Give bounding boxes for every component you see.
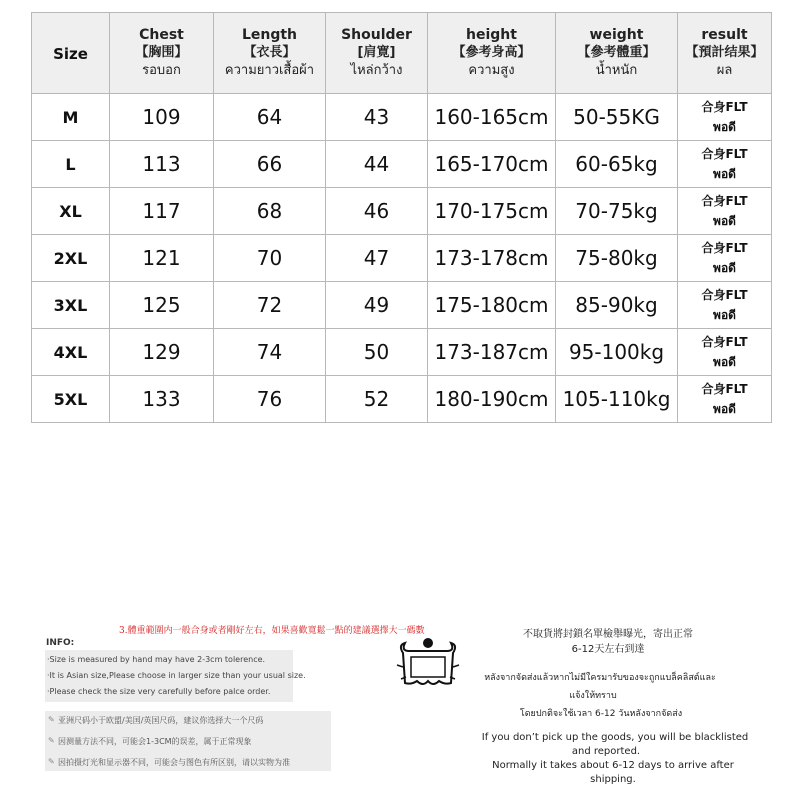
cell-chest: 121 xyxy=(110,235,214,282)
bullet-icon: ✎ xyxy=(48,736,55,745)
result-fit: 合身FLT xyxy=(701,382,748,396)
cell-size: 2XL xyxy=(32,235,110,282)
cell-length: 64 xyxy=(214,94,326,141)
shipping-note-en-3: Normally it takes about 6-12 days to arrive after xyxy=(492,760,734,771)
cell-shoulder: 50 xyxy=(326,329,428,376)
cell-chest: 129 xyxy=(110,329,214,376)
cell-weight: 105-110kg xyxy=(556,376,678,423)
cell-shoulder: 49 xyxy=(326,282,428,329)
cell-result xyxy=(678,376,772,423)
cell-length: 74 xyxy=(214,329,326,376)
cell-size: XL xyxy=(32,188,110,235)
shipping-note-th-2: แจ้งให้ทราบ xyxy=(569,691,617,701)
cell-result xyxy=(678,141,772,188)
cell-length: 66 xyxy=(214,141,326,188)
cell-result xyxy=(678,188,772,235)
header-height: height 【參考身高】 ความสูง xyxy=(428,13,556,94)
header-chest: Chest 【胸围】 รอบอก xyxy=(110,13,214,94)
table-row xyxy=(32,141,772,188)
cell-size: M xyxy=(32,94,110,141)
cell-shoulder: 47 xyxy=(326,235,428,282)
cn-line: 因测量方法不同，可能会1-3CM的误差，属于正常现象 xyxy=(58,737,252,746)
cell-size: 3XL xyxy=(32,282,110,329)
cell-shoulder: 52 xyxy=(326,376,428,423)
cell-weight: 70-75kg xyxy=(556,188,678,235)
cell-height: 170-175cm xyxy=(428,188,556,235)
result-fit: 合身FLT xyxy=(701,241,748,255)
cell-height: 173-187cm xyxy=(428,329,556,376)
cell-weight: 50-55KG xyxy=(556,94,678,141)
shipping-note-cn-2: 6-12天左右到達 xyxy=(571,644,645,655)
cell-height: 160-165cm xyxy=(428,94,556,141)
cell-size: L xyxy=(32,141,110,188)
cell-height: 173-178cm xyxy=(428,235,556,282)
shipping-note-cn-1: 不取貨將封鎖名單檢舉曝光，寄出正常 xyxy=(523,629,693,640)
bullet-icon: ✎ xyxy=(48,715,55,724)
cn-line: 因拍摄灯光和显示器不同，可能会与图色有所区别，请以实物为准 xyxy=(58,758,290,767)
table-row xyxy=(32,329,772,376)
cell-length: 72 xyxy=(214,282,326,329)
cell-result xyxy=(678,235,772,282)
cell-length: 70 xyxy=(214,235,326,282)
cell-shoulder: 44 xyxy=(326,141,428,188)
shipping-note-en-1: If you don’t pick up the goods, you will be blacklisted xyxy=(481,732,749,743)
info-label: INFO: xyxy=(46,638,75,648)
result-fit-thai: พอดี xyxy=(713,214,736,228)
result-fit-thai: พอดี xyxy=(713,402,736,416)
shipping-note-th-1: หลังจากจัดส่งแล้วหากไม่มีใครมารับของจะถูกแบล็คลิสต์และ xyxy=(484,673,716,683)
table-row xyxy=(32,94,772,141)
cell-chest: 133 xyxy=(110,376,214,423)
cell-length: 68 xyxy=(214,188,326,235)
table-row xyxy=(32,282,772,329)
result-fit-thai: พอดี xyxy=(713,167,736,181)
bullet-icon: ✎ xyxy=(48,757,55,766)
cell-shoulder: 46 xyxy=(326,188,428,235)
cell-weight: 95-100kg xyxy=(556,329,678,376)
cell-chest: 117 xyxy=(110,188,214,235)
header-size: Size xyxy=(32,13,110,94)
cell-chest: 113 xyxy=(110,141,214,188)
cell-chest: 125 xyxy=(110,282,214,329)
result-fit-thai: พอดี xyxy=(713,261,736,275)
shipping-note-en-4: shipping. xyxy=(590,774,636,785)
shipping-note-en-2: and reported. xyxy=(571,746,641,757)
result-fit-thai: พอดี xyxy=(713,308,736,322)
result-fit-thai: พอดี xyxy=(713,355,736,369)
fit-note: 3.體重範圍内一般合身或者剛好左右，如果喜歡寬鬆一點的建議選擇大一碼數 xyxy=(119,626,425,636)
result-fit: 合身FLT xyxy=(701,335,748,349)
cell-result xyxy=(678,282,772,329)
info-line: ·Please check the size very carefully before palce order. xyxy=(47,687,271,696)
size-chart-table xyxy=(31,12,772,423)
info-line: ·It is Asian size,Please choose in larger size than your usual size. xyxy=(47,671,306,680)
cell-weight: 75-80kg xyxy=(556,235,678,282)
cell-result xyxy=(678,94,772,141)
table-row xyxy=(32,376,772,423)
cell-size: 4XL xyxy=(32,329,110,376)
cn-line: 亚洲尺码小于欧盟/美国/英国尺码，建议你选择大一个尺码 xyxy=(58,716,264,725)
cell-result xyxy=(678,329,772,376)
cell-chest: 109 xyxy=(110,94,214,141)
header-weight: weight 【參考體重】 น้ำหนัก xyxy=(556,13,678,94)
cell-size: 5XL xyxy=(32,376,110,423)
cell-length: 76 xyxy=(214,376,326,423)
header-result: result 【預計结果】 ผล xyxy=(678,13,772,94)
result-fit: 合身FLT xyxy=(701,147,748,161)
header-length: Length 【衣長】 ความยาวเสื้อผ้า xyxy=(214,13,326,94)
shipping-note-th-3: โดยปกติจะใช้เวลา 6-12 วันหลังจากจัดส่ง xyxy=(519,709,683,719)
table-row xyxy=(32,188,772,235)
info-line: ·Size is measured by hand may have 2-3cm tolerence. xyxy=(47,655,266,664)
table-row xyxy=(32,235,772,282)
cell-weight: 60-65kg xyxy=(556,141,678,188)
cell-height: 165-170cm xyxy=(428,141,556,188)
cell-height: 175-180cm xyxy=(428,282,556,329)
result-fit-thai: พอดี xyxy=(713,120,736,134)
result-fit: 合身FLT xyxy=(701,194,748,208)
header-row xyxy=(32,13,772,94)
cell-height: 180-190cm xyxy=(428,376,556,423)
cell-shoulder: 43 xyxy=(326,94,428,141)
result-fit: 合身FLT xyxy=(701,288,748,302)
header-shoulder: Shoulder [肩寛] ไหล่กว้าง xyxy=(326,13,428,94)
result-fit: 合身FLT xyxy=(701,100,748,114)
cell-weight: 85-90kg xyxy=(556,282,678,329)
